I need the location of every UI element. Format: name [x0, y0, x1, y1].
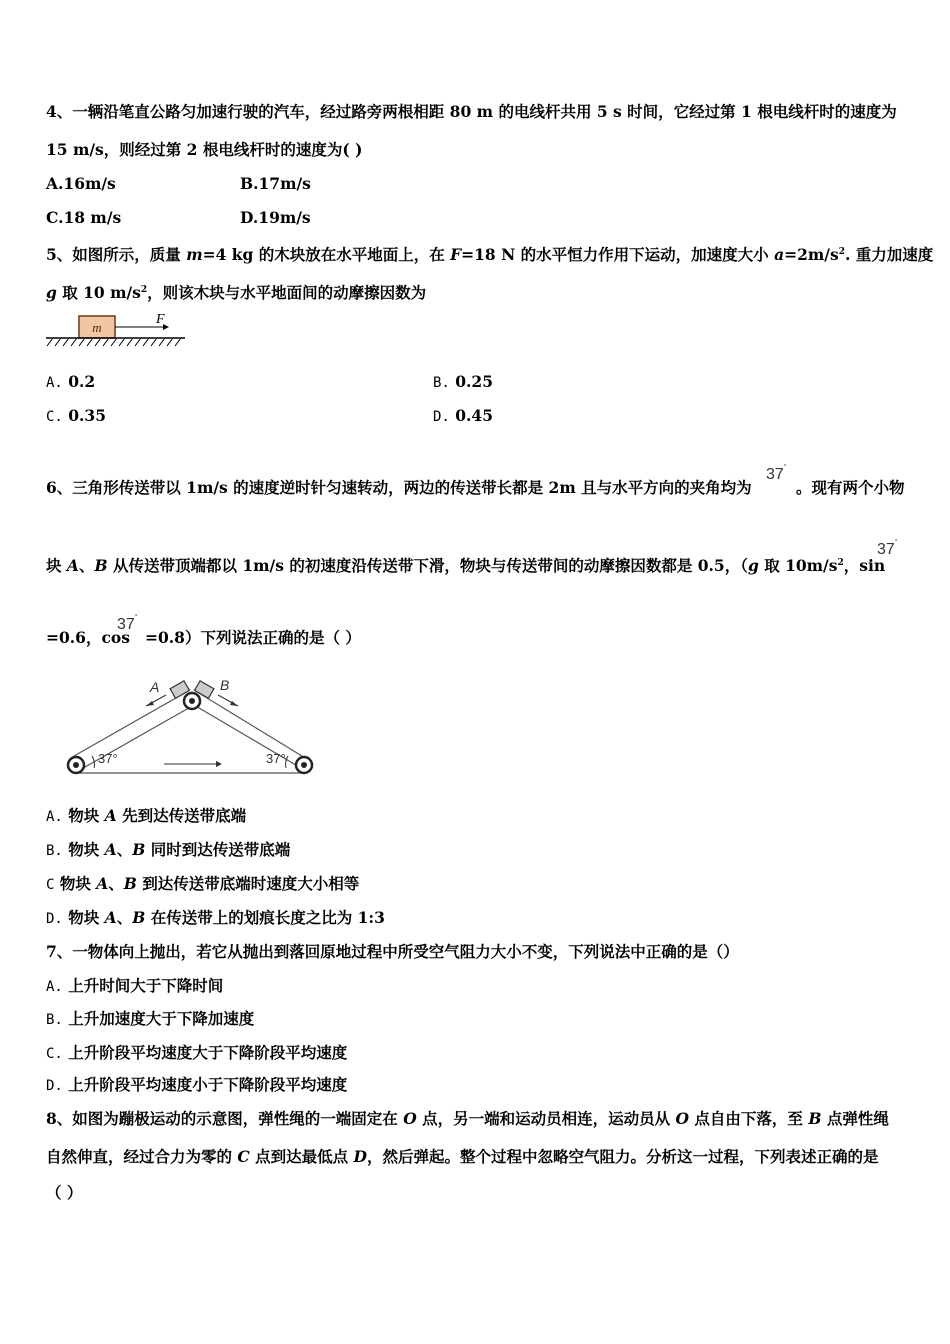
q6-option-d: D. 物块 A、B 在传送带上的划痕长度之比为 1:3	[46, 908, 385, 927]
q6-angle-3: 37°	[117, 614, 138, 633]
q5-stem-line1: 5、如图所示，质量 m=4 kg 的木块放在水平地面上，在 F=18 N 的水平恒力作用下运动，加速度大小 $a=2m/s^2$. 重力加速度	[46, 245, 934, 264]
q7-option-b: B. 上升加速度大于下降加速度	[46, 1009, 255, 1028]
label-b: B	[220, 677, 230, 693]
q5-option-a: A. 0.2	[46, 372, 96, 391]
q5-block-figure	[44, 310, 188, 350]
q6-stem-line3-end: =0.8）下列说法正确的是（ ）	[145, 628, 361, 647]
force-label-f: F	[156, 312, 165, 327]
q6-conveyor-figure	[60, 668, 330, 786]
q5-option-c: C. 0.35	[46, 406, 107, 425]
q6-option-a: A. 物块 A 先到达传送带底端	[46, 806, 247, 825]
angle-left-label: 37°	[98, 751, 118, 766]
q4-stem-line2: 15 m/s，则经过第 2 根电线杆时的速度为( )	[46, 140, 363, 159]
q5-stem-line2: g 取 10 $m/s^2$，则该木块与水平地面间的动摩擦因数为	[46, 283, 427, 302]
q6-option-b: B. 物块 A、B 同时到达传送带底端	[46, 840, 291, 859]
q4-stem-line1: 4、一辆沿笔直公路匀加速行驶的汽车，经过路旁两根相距 80 m 的电线杆共用 5 s 时间，它经过第 1 根电线杆时的速度为	[46, 102, 897, 121]
block-label-m: m	[92, 320, 102, 335]
q6-stem-line3: =0.6，cos	[46, 628, 130, 647]
q5-option-b: B. 0.25	[433, 372, 494, 391]
q4-option-c: C.18 m/s	[46, 208, 122, 227]
q7-option-a: A. 上升时间大于下降时间	[46, 976, 224, 995]
angle-right-label: 37°	[266, 751, 286, 766]
q6-option-c: C 物块 A、B 到达传送带底端时速度大小相等	[46, 874, 360, 893]
label-a: A	[150, 679, 160, 695]
q6-angle-1: 37°	[766, 464, 787, 483]
q7-option-c: C. 上升阶段平均速度大于下降阶段平均速度	[46, 1043, 348, 1062]
q4-option-a: A.16m/s	[46, 174, 116, 193]
q6-stem-line1-end: 。现有两个小物	[796, 478, 905, 497]
q4-option-d: D.19m/s	[240, 208, 311, 227]
q6-stem-line2: 块 A、B 从传送带顶端都以 1m/s 的初速度沿传送带下滑，物块与传送带间的动摩擦因数都是 0.5，（g 取 $10m/s^2$，sin	[46, 556, 886, 575]
q6-angle-2: 37°	[877, 539, 898, 558]
q6-stem-line1: 6、三角形传送带以 1m/s 的速度逆时针匀速转动，两边的传送带长都是 2m 且与水平方向的夹角均为	[46, 478, 752, 497]
q5-option-d: D. 0.45	[433, 406, 494, 425]
q8-stem-line2: 自然伸直，经过合力为零的 C 点到达最低点 D，然后弹起。整个过程中忽略空气阻力。分析这一过程，下列表述正确的是	[46, 1147, 879, 1166]
q7-option-d: D. 上升阶段平均速度小于下降阶段平均速度	[46, 1075, 348, 1094]
q8-answer-blank: （ ）	[46, 1183, 83, 1202]
q4-option-b: B.17m/s	[240, 174, 311, 193]
q8-stem-line1: 8、如图为蹦极运动的示意图，弹性绳的一端固定在 O 点，另一端和运动员相连，运动员从 O 点自由下落，至 B 点弹性绳	[46, 1109, 889, 1128]
q7-stem: 7、一物体向上抛出，若它从抛出到落回原地过程中所受空气阻力大小不变，下列说法中正确的是（）	[46, 942, 739, 961]
